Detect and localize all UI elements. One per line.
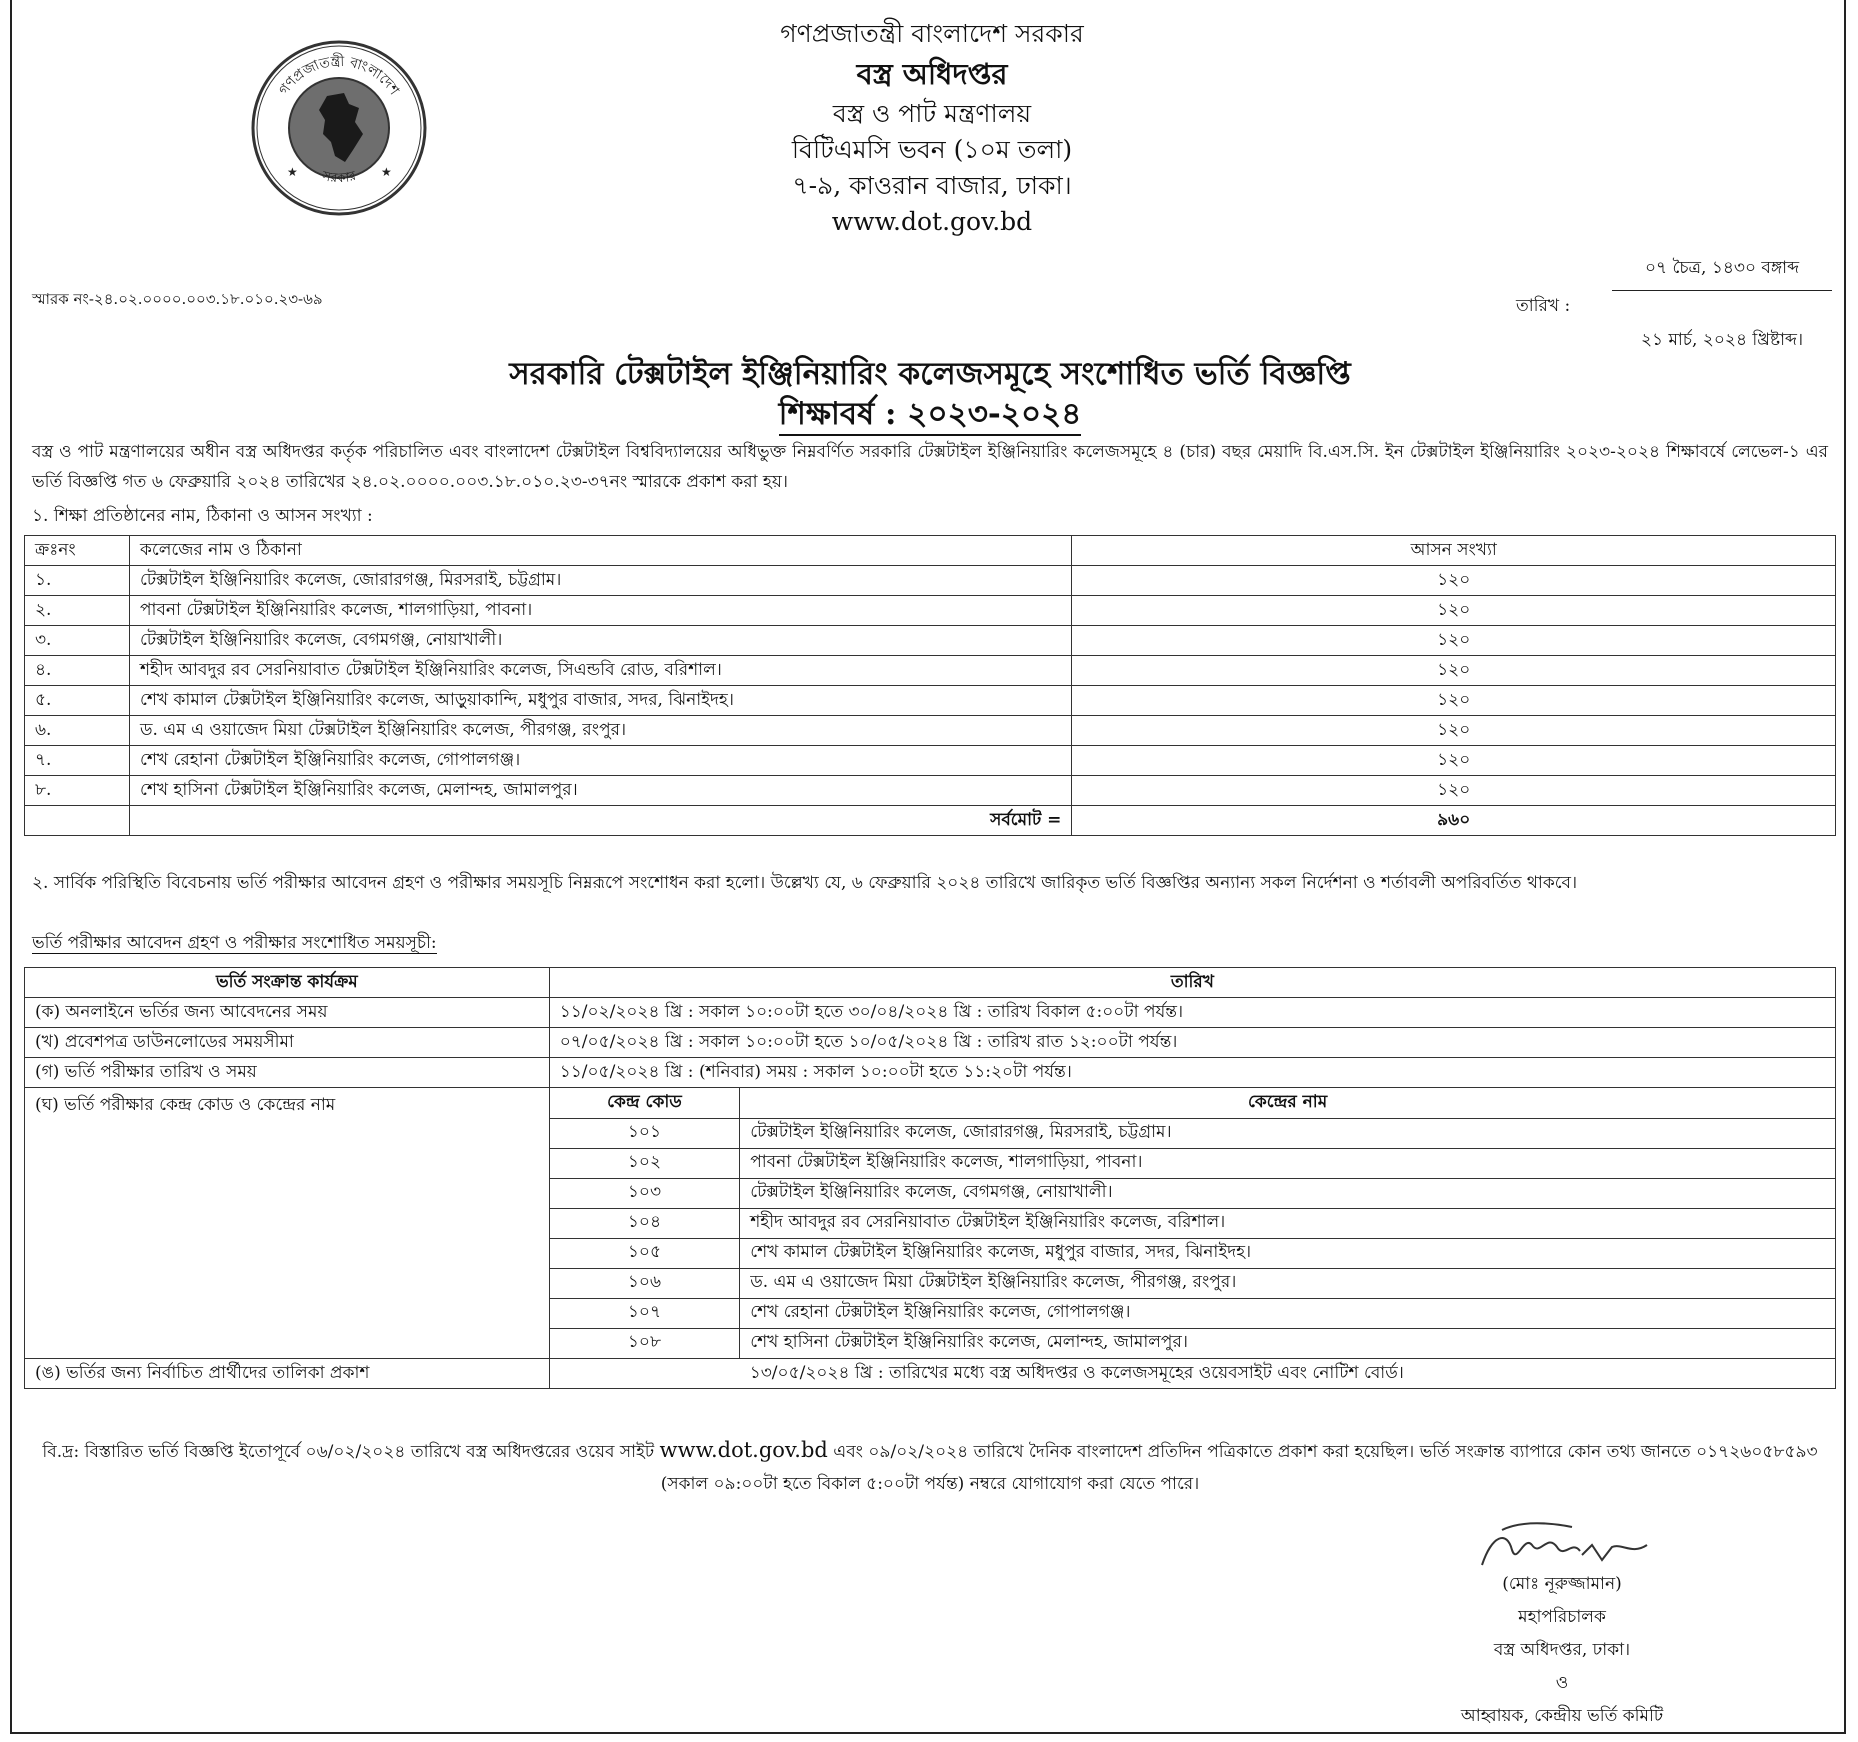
center-name-cell: টেক্সটাইল ইঞ্জিনিয়ারিং কলেজ, বেগমগঞ্জ, নোয়াখালী। bbox=[740, 1178, 1835, 1208]
total-row bbox=[25, 806, 1836, 836]
intro-paragraph: বস্ত্র ও পাট মন্ত্রণালয়ের অধীন বস্ত্র অধিদপ্তর কর্তৃক পরিচালিত এবং বাংলাদেশ টেক্সটাইল বিশ্ববিদ্যালয়ের অধিভুক্ত নিম্নবর্ণিত সরকারি টেক্সটাইল ইঞ্জিনিয়ারিং কলেজসমূহে ৪ (চার) বছর মেয়াদি বি.এস.সি. ইন টেক্সটাইল ইঞ্জিনিয়ারিং ২০২৩-২০২৪ শিক্ষাবর্ষে লেভেল-১ এর ভর্তি বিজ্ঞপ্তি গত ৬ ফেব্রুয়ারি ২০২৪ তারিখের ২৪.০২.০০০০.০০৩.১৮.০১০.২৩-৩৭নং স্মারকে প্রকাশ করা হয়। bbox=[32, 442, 1828, 492]
date-cell: ০৭/০৫/২০২৪ খ্রি : সকাল ১০:০০টা হতে ১০/০৫/২০২৪ খ্রি : তারিখ রাত ১২:০০টা পর্যন্ত। bbox=[549, 1028, 1835, 1058]
college-cell: শহীদ আবদুর রব সেরনিয়াবাত টেক্সটাইল ইঞ্জিনিয়ারিং কলেজ, সিএন্ডবি রোড, বরিশাল। bbox=[129, 656, 1071, 686]
col-center-name: কেন্দ্রের নাম bbox=[740, 1088, 1835, 1118]
academic-year bbox=[12, 390, 1848, 442]
center-name-cell: ড. এম এ ওয়াজেদ মিয়া টেক্সটাইল ইঞ্জিনিয়ারিং কলেজ, পীরগঞ্জ, রংপুর। bbox=[740, 1268, 1835, 1298]
signatory-role: আহ্বায়ক, কেন্দ্রীয় ভর্তি কমিটি bbox=[1460, 1706, 1664, 1726]
schedule-row bbox=[25, 1058, 1836, 1088]
date-cell: ১১/০৫/২০২৪ খ্রি : (শনিবার) সময় : সকাল ১০:০০টা হতে ১১:২০টা পর্যন্ত। bbox=[549, 1058, 1835, 1088]
signatory-block bbox=[1332, 1568, 1792, 1733]
academic-year-text: শিক্ষাবর্ষ : ২০২৩-২০২৪ bbox=[779, 396, 1082, 436]
table-header-row bbox=[25, 536, 1836, 566]
schedule-heading-text: ভর্তি পরীক্ষার আবেদন গ্রহণ ও পরীক্ষার সংশোধিত সময়সূচী: bbox=[32, 933, 437, 953]
seats-cell: ১২০ bbox=[1072, 656, 1836, 686]
serial-cell: ৬. bbox=[25, 716, 130, 746]
seats-cell: ১২০ bbox=[1072, 746, 1836, 776]
center-name-cell: শেখ কামাল টেক্সটাইল ইঞ্জিনিয়ারিং কলেজ, মধুপুর বাজার, সদর, ঝিনাইদহ। bbox=[740, 1238, 1835, 1268]
center-code-cell: ১০৮ bbox=[550, 1328, 740, 1358]
section2-paragraph: ২. সার্বিক পরিস্থিতি বিবেচনায় ভর্তি পরীক্ষার আবেদন গ্রহণ ও পরীক্ষার সময়সূচি নিম্নরূপে সংশোধন করা হলো। উল্লেখ্য যে, ৬ ফেব্রুয়ারি ২০২৪ তারিখে জারিকৃত ভর্তি বিজ্ঞপ্তির অন্যান্য সকল নির্দেশনা ও শর্তাবলী অপরিবর্তিত থাকবে। bbox=[32, 873, 1578, 893]
center-name-cell: শহীদ আবদুর রব সেরনিয়াবাত টেক্সটাইল ইঞ্জিনিয়ারিং কলেজ, বরিশাল। bbox=[740, 1208, 1835, 1238]
center-row bbox=[550, 1118, 1835, 1148]
total-value: ৯৬০ bbox=[1072, 806, 1836, 836]
seats-cell: ১২০ bbox=[1072, 596, 1836, 626]
center-row bbox=[550, 1268, 1835, 1298]
schedule-row-result bbox=[25, 1359, 1836, 1389]
serial-cell: ৭. bbox=[25, 746, 130, 776]
center-name-cell: শেখ রেহানা টেক্সটাইল ইঞ্জিনিয়ারিং কলেজ, গোপালগঞ্জ। bbox=[740, 1298, 1835, 1328]
building-name: বিটিএমসি ভবন (১০ম তলা) bbox=[791, 135, 1073, 164]
notice-page bbox=[10, 0, 1846, 1734]
activity-cell: (খ) প্রবেশপত্র ডাউনলোডের সময়সীমা bbox=[25, 1028, 550, 1058]
centers-cell bbox=[549, 1088, 1835, 1359]
seats-cell: ১২০ bbox=[1072, 626, 1836, 656]
serial-cell: ৪. bbox=[25, 656, 130, 686]
table-row bbox=[25, 566, 1836, 596]
letterhead bbox=[12, 0, 1848, 350]
center-row bbox=[550, 1328, 1835, 1358]
serial-cell: ১. bbox=[25, 566, 130, 596]
table-row bbox=[25, 746, 1836, 776]
schedule-heading bbox=[32, 930, 437, 958]
total-label: সর্বমোট = bbox=[129, 806, 1071, 836]
seats-cell: ১২০ bbox=[1072, 686, 1836, 716]
total-empty-cell bbox=[25, 806, 130, 836]
center-row bbox=[550, 1208, 1835, 1238]
signatory-name: (মোঃ নূরুজ্জামান) bbox=[1502, 1574, 1622, 1594]
college-cell: টেক্সটাইল ইঞ্জিনিয়ারিং কলেজ, বেগমগঞ্জ, নোয়াখালী। bbox=[129, 626, 1071, 656]
schedule-row-centers bbox=[25, 1088, 1836, 1359]
center-code-cell: ১০১ bbox=[550, 1118, 740, 1148]
serial-cell: ২. bbox=[25, 596, 130, 626]
college-seat-table bbox=[24, 535, 1836, 836]
center-row bbox=[550, 1178, 1835, 1208]
col-seats: আসন সংখ্যা bbox=[1072, 536, 1836, 566]
signatory-and: ও bbox=[1555, 1673, 1569, 1693]
date-divider bbox=[1612, 290, 1832, 291]
schedule-row bbox=[25, 1028, 1836, 1058]
center-code-cell: ১০৫ bbox=[550, 1238, 740, 1268]
activity-cell: (গ) ভর্তি পরীক্ষার তারিখ ও সময় bbox=[25, 1058, 550, 1088]
schedule-row bbox=[25, 998, 1836, 1028]
col-center-code: কেন্দ্র কোড bbox=[550, 1088, 740, 1118]
center-code-cell: ১০২ bbox=[550, 1148, 740, 1178]
centers-header-row bbox=[550, 1088, 1835, 1118]
footnote-part2: এবং ০৯/০২/২০২৪ তারিখে দৈনিক বাংলাদেশ প্রতিদিন পত্রিকাতে প্রকাশ করা হয়েছিল। ভর্তি সংক্রান্ত ব্যাপারে কোন তথ্য জানতে ০১৭২৬০৫৮৫৯৩ (সকাল ০৯:০০টা হতে বিকাল ৫:০০টা পর্যন্ত) নম্বরে যোগাযোগ করা যেতে পারে। bbox=[660, 1442, 1818, 1494]
activity-cell: (ঙ) ভর্তির জন্য নির্বাচিত প্রার্থীদের তালিকা প্রকাশ bbox=[25, 1359, 550, 1389]
date-bangla: ০৭ চৈত্র, ১৪৩০ বঙ্গাব্দ bbox=[1644, 258, 1800, 278]
ministry-name: বস্ত্র ও পাট মন্ত্রণালয় bbox=[832, 99, 1032, 128]
college-cell: ড. এম এ ওয়াজেদ মিয়া টেক্সটাইল ইঞ্জিনিয়ারিং কলেজ, পীরগঞ্জ, রংপুর। bbox=[129, 716, 1071, 746]
seats-cell: ১২০ bbox=[1072, 776, 1836, 806]
serial-cell: ৫. bbox=[25, 686, 130, 716]
col-activity: ভর্তি সংক্রান্ত কার্যক্রম bbox=[25, 968, 550, 998]
office-address: ৭-৯, কাওরান বাজার, ঢাকা। bbox=[792, 171, 1072, 200]
letterhead-text bbox=[482, 16, 1382, 240]
center-name-cell: টেক্সটাইল ইঞ্জিনিয়ারিং কলেজ, জোরারগঞ্জ, মিরসরাই, চট্টগ্রাম। bbox=[740, 1118, 1835, 1148]
serial-cell: ৮. bbox=[25, 776, 130, 806]
date-cell: ১১/০২/২০২৪ খ্রি : সকাল ১০:০০টা হতে ৩০/০৪/২০২৪ খ্রি : তারিখ বিকাল ৫:০০টা পর্যন্ত। bbox=[549, 998, 1835, 1028]
seal-text-top: গণপ্রজাতন্ত্রী বাংলাদেশ bbox=[276, 53, 402, 99]
svg-text:★: ★ bbox=[381, 165, 392, 179]
center-code-cell: ১০৩ bbox=[550, 1178, 740, 1208]
government-seal-icon bbox=[249, 38, 429, 218]
govt-name: গণপ্রজাতন্ত্রী বাংলাদেশ সরকার bbox=[780, 19, 1084, 48]
website-link[interactable]: www.dot.gov.bd bbox=[831, 207, 1033, 236]
center-row bbox=[550, 1148, 1835, 1178]
center-name-cell: শেখ হাসিনা টেক্সটাইল ইঞ্জিনিয়ারিং কলেজ, মেলান্দহ, জামালপুর। bbox=[740, 1328, 1835, 1358]
department-name: বস্ত্র অধিদপ্তর bbox=[856, 57, 1008, 91]
table-row bbox=[25, 686, 1836, 716]
center-code-cell: ১০৪ bbox=[550, 1208, 740, 1238]
date-label: তারিখ : bbox=[1516, 296, 1571, 316]
seats-cell: ১২০ bbox=[1072, 716, 1836, 746]
college-cell: পাবনা টেক্সটাইল ইঞ্জিনিয়ারিং কলেজ, শালগাড়িয়া, পাবনা। bbox=[129, 596, 1071, 626]
table-row bbox=[25, 716, 1836, 746]
signatory-designation: মহাপরিচালক bbox=[1518, 1607, 1606, 1627]
schedule-table bbox=[24, 967, 1836, 1389]
col-college-name: কলেজের নাম ও ঠিকানা bbox=[129, 536, 1071, 566]
seats-cell: ১২০ bbox=[1072, 566, 1836, 596]
date-gregorian: ২১ মার্চ, ২০২৪ খ্রিষ্টাব্দ। bbox=[1640, 330, 1804, 350]
date-cell: ১৩/০৫/২০২৪ খ্রি : তারিখের মধ্যে বস্ত্র অধিদপ্তর ও কলেজসমূহের ওয়েবসাইট এবং নোটিশ বোর্ড। bbox=[549, 1359, 1835, 1389]
col-date: তারিখ bbox=[549, 968, 1835, 998]
table-row bbox=[25, 626, 1836, 656]
signatory-office: বস্ত্র অধিদপ্তর, ঢাকা। bbox=[1493, 1640, 1631, 1660]
schedule-header-row bbox=[25, 968, 1836, 998]
center-code-cell: ১০৬ bbox=[550, 1268, 740, 1298]
center-name-cell: পাবনা টেক্সটাইল ইঞ্জিনিয়ারিং কলেজ, শালগাড়িয়া, পাবনা। bbox=[740, 1148, 1835, 1178]
table-row bbox=[25, 656, 1836, 686]
serial-cell: ৩. bbox=[25, 626, 130, 656]
col-serial: ক্রঃনং bbox=[25, 536, 130, 566]
center-row bbox=[550, 1298, 1835, 1328]
section1-heading: ১. শিক্ষা প্রতিষ্ঠানের নাম, ঠিকানা ও আসন সংখ্যা : bbox=[32, 506, 373, 526]
svg-text:★: ★ bbox=[287, 165, 298, 179]
college-cell: টেক্সটাইল ইঞ্জিনিয়ারিং কলেজ, জোরারগঞ্জ, মিরসরাই, চট্টগ্রাম। bbox=[129, 566, 1071, 596]
footnote-website-link[interactable]: www.dot.gov.bd bbox=[659, 1438, 828, 1462]
table-row bbox=[25, 776, 1836, 806]
footnote-part1: বি.দ্র: বিস্তারিত ভর্তি বিজ্ঞপ্তি ইতোপূর্বে ০৬/০২/২০২৪ তারিখে বস্ত্র অধিদপ্তরের ওয়েব সাইট bbox=[42, 1442, 655, 1462]
college-cell: শেখ রেহানা টেক্সটাইল ইঞ্জিনিয়ারিং কলেজ, গোপালগঞ্জ। bbox=[129, 746, 1071, 776]
table-row bbox=[25, 596, 1836, 626]
notice-title: সরকারি টেক্সটাইল ইঞ্জিনিয়ারিং কলেজসমূহে সংশোধিত ভর্তি বিজ্ঞপ্তি bbox=[509, 356, 1351, 392]
center-row bbox=[550, 1238, 1835, 1268]
activity-cell: (ক) অনলাইনে ভর্তির জন্য আবেদনের সময় bbox=[25, 998, 550, 1028]
memo-number: স্মারক নং-২৪.০২.০০০০.০০৩.১৮.০১০.২৩-৬৯ bbox=[32, 290, 323, 308]
college-cell: শেখ কামাল টেক্সটাইল ইঞ্জিনিয়ারিং কলেজ, আড়ুয়াকান্দি, মধুপুর বাজার, সদর, ঝিনাইদহ। bbox=[129, 686, 1071, 716]
activity-cell: (ঘ) ভর্তি পরীক্ষার কেন্দ্র কোড ও কেন্দ্রের নাম bbox=[25, 1088, 550, 1359]
seal-text-bottom: সরকার bbox=[320, 168, 358, 187]
footnote bbox=[32, 1434, 1828, 1500]
center-code-cell: ১০৭ bbox=[550, 1298, 740, 1328]
college-cell: শেখ হাসিনা টেক্সটাইল ইঞ্জিনিয়ারিং কলেজ, মেলান্দহ, জামালপুর। bbox=[129, 776, 1071, 806]
exam-centers-table bbox=[550, 1088, 1835, 1358]
